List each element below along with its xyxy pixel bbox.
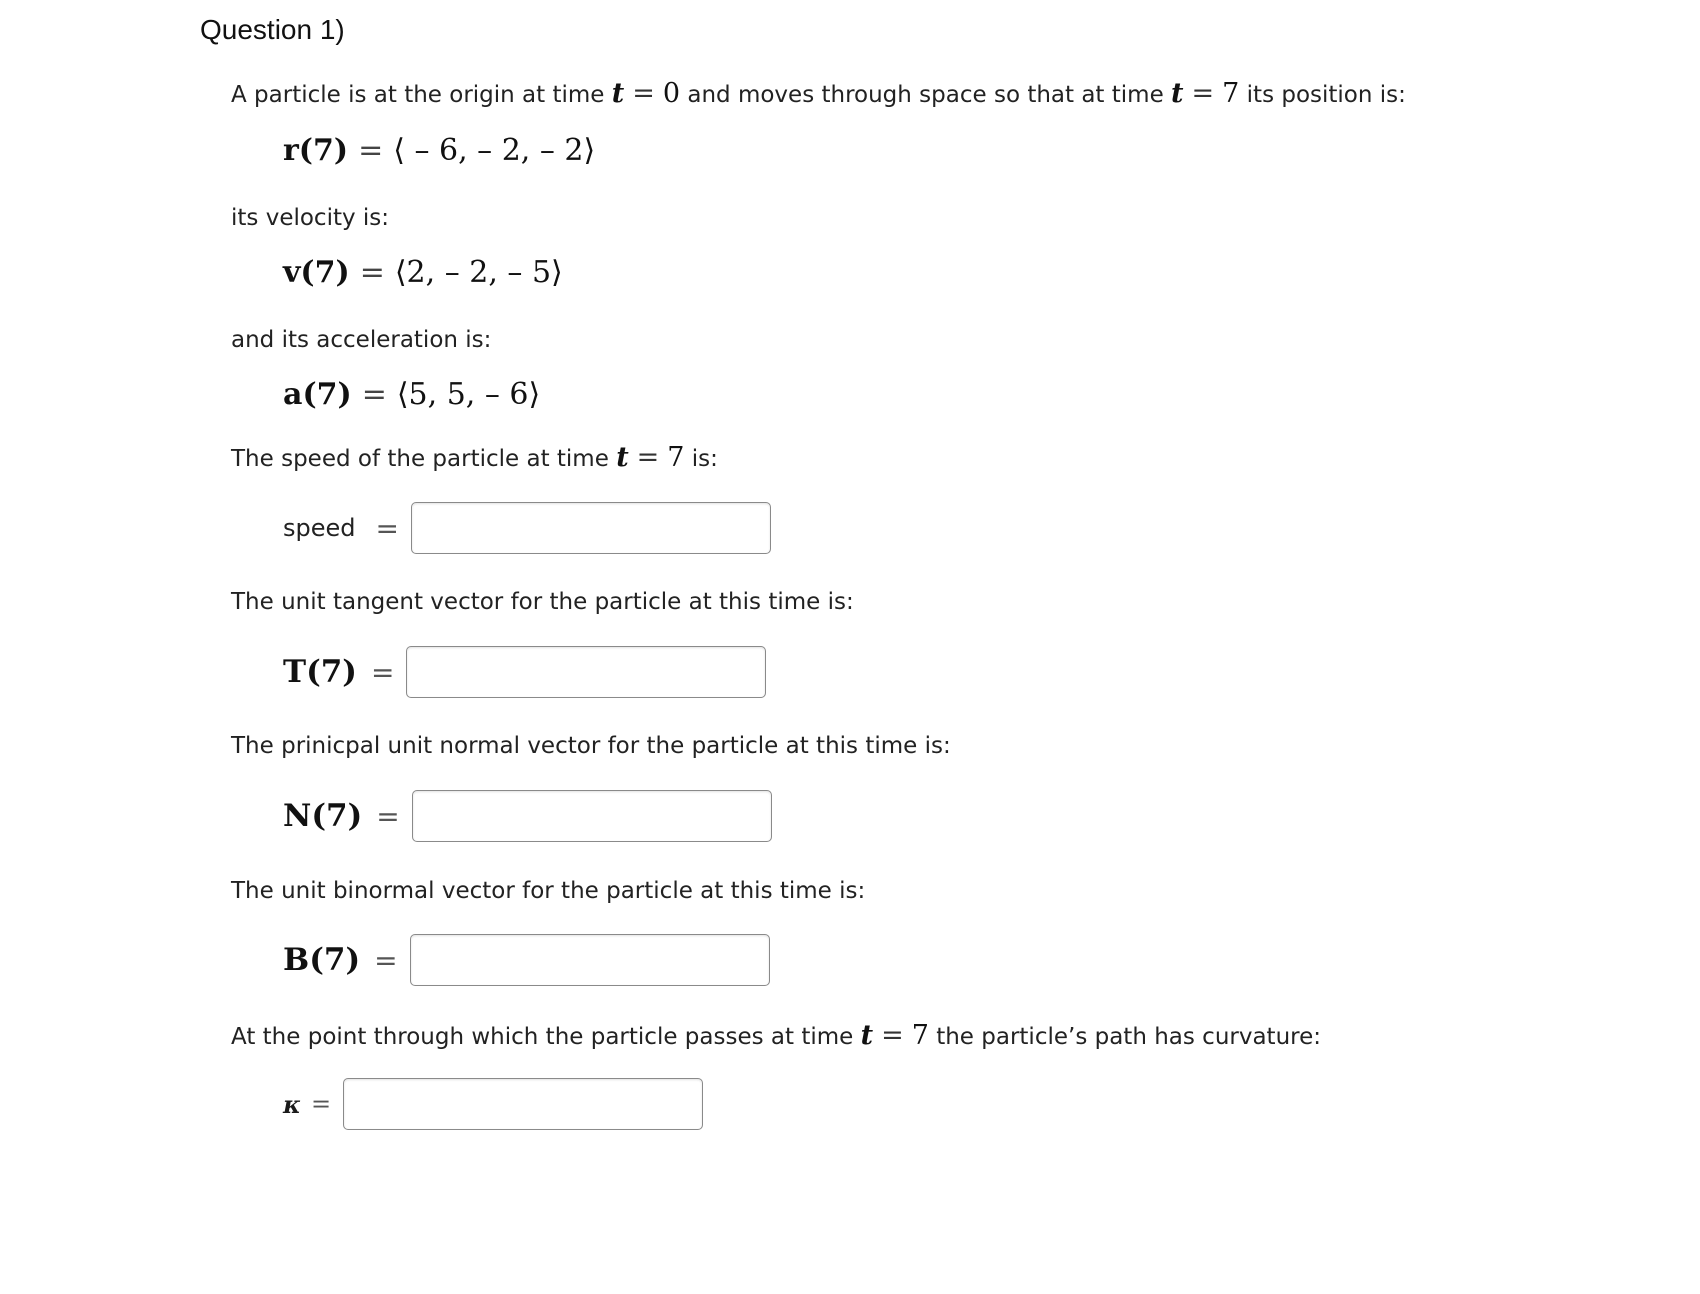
velocity-vector [283, 255, 563, 290]
time-seven: 7 [911, 1020, 929, 1051]
kappa-symbol: κ [283, 1089, 301, 1119]
speed-prompt [231, 442, 718, 473]
acceleration-vector [283, 377, 540, 412]
velocity-intro: its velocity is: [231, 205, 390, 231]
equals-sign: = [311, 1090, 332, 1118]
normal-row [283, 790, 772, 842]
speed-label: speed [283, 514, 356, 542]
equals-sign: = [1191, 78, 1215, 109]
equals-sign: = [370, 655, 395, 689]
curvature-prompt-end: the particle’s path has curvature: [936, 1024, 1322, 1050]
equals-sign: = [636, 442, 660, 473]
curvature-input[interactable] [343, 1078, 703, 1130]
equals-sign: = [376, 799, 400, 833]
position-label: r(7) [283, 133, 349, 168]
intro-text [231, 78, 1406, 109]
position-value: ⟨ – 6, – 2, – 2⟩ [393, 133, 596, 168]
speed-prompt-end: is: [691, 446, 718, 472]
curvature-prompt-start: At the point through which the particle passes at time [231, 1024, 854, 1050]
time-seven: 7 [1222, 78, 1240, 109]
acceleration-label: a(7) [283, 377, 352, 412]
equals-sign: = [375, 511, 399, 545]
time-zero: 0 [662, 78, 681, 109]
acceleration-value: ⟨5, 5, – 6⟩ [396, 377, 541, 412]
var-t: t [1171, 78, 1184, 109]
binormal-input[interactable] [410, 934, 770, 986]
equals-sign: = [881, 1020, 904, 1051]
time-seven: 7 [667, 442, 685, 473]
equals-sign: = [361, 377, 387, 412]
normal-input[interactable] [412, 790, 772, 842]
binormal-row [283, 934, 770, 986]
normal-label-text: N(7) [283, 798, 363, 834]
normal-label [283, 798, 362, 834]
tangent-label-text: T(7) [283, 654, 357, 690]
binormal-label [283, 942, 360, 978]
speed-input[interactable] [411, 502, 771, 554]
intro-part3: its position is: [1246, 82, 1406, 108]
var-t: t [860, 1020, 874, 1051]
intro-part2: and moves through space so that at time [687, 82, 1164, 108]
tangent-input[interactable] [406, 646, 766, 698]
acceleration-intro: and its acceleration is: [231, 327, 492, 353]
curvature-row [283, 1078, 703, 1130]
speed-prompt-start: The speed of the particle at time [231, 446, 609, 472]
tangent-label [283, 654, 357, 690]
curvature-prompt [231, 1020, 1321, 1051]
binormal-label-text: B(7) [283, 942, 361, 978]
position-vector [283, 133, 595, 168]
normal-prompt: The prinicpal unit normal vector for the particle at this time is: [231, 733, 951, 759]
velocity-value: ⟨2, – 2, – 5⟩ [394, 255, 563, 290]
var-t: t [611, 78, 625, 109]
equals-sign: = [358, 133, 384, 168]
tangent-prompt: The unit tangent vector for the particle at this time is: [231, 589, 854, 615]
equals-sign: = [374, 943, 398, 977]
intro-part1: A particle is at the origin at time [231, 82, 605, 108]
binormal-prompt: The unit binormal vector for the particle at this time is: [231, 878, 866, 904]
velocity-label: v(7) [283, 255, 350, 290]
equals-sign: = [632, 78, 655, 109]
question-title: Question 1) [200, 14, 345, 45]
tangent-row [283, 646, 766, 698]
equals-sign: = [359, 255, 385, 290]
var-t: t [616, 442, 629, 473]
speed-row [283, 502, 771, 554]
